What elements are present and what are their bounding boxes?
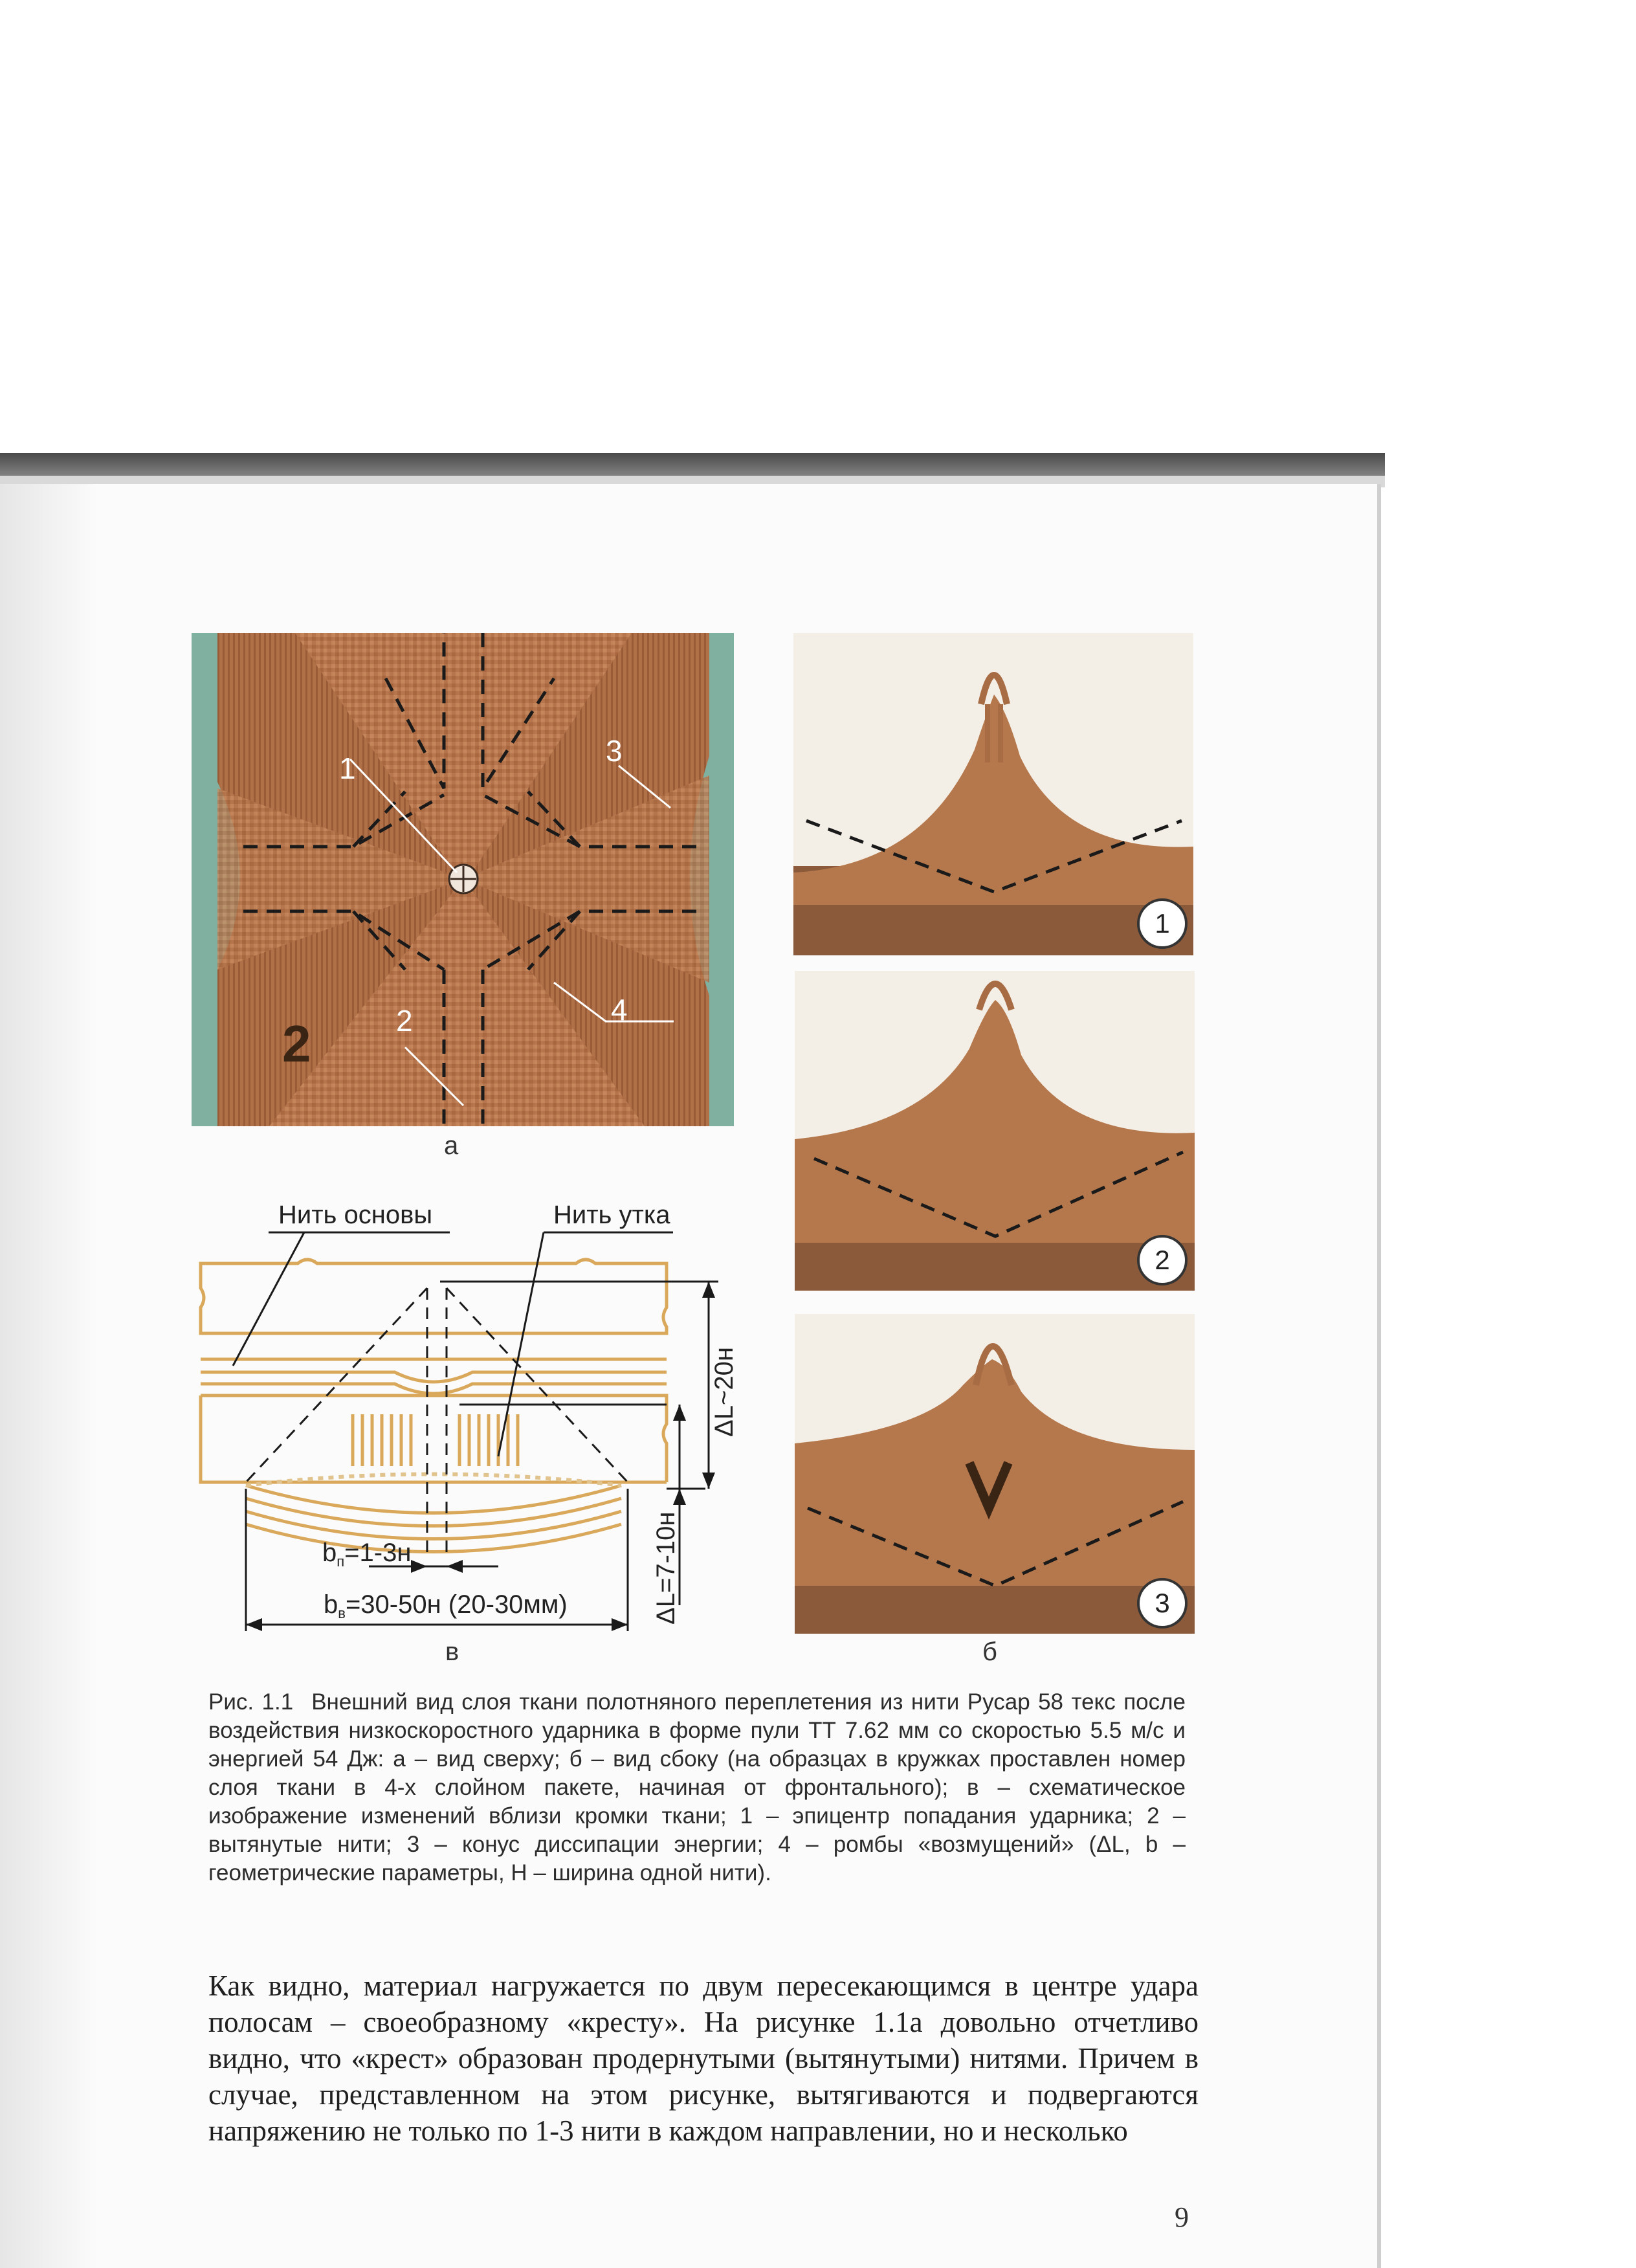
side-view-illustration-1 — [793, 633, 1193, 955]
photo-side-view-3 — [795, 1314, 1195, 1634]
callout-2: 2 — [396, 1004, 413, 1038]
dimension-bv — [324, 1590, 568, 1621]
weft-thread-label: Нить утка — [553, 1201, 670, 1229]
warp-thread-label: Нить основы — [278, 1201, 433, 1229]
dimension-bv-letter: b — [324, 1590, 338, 1619]
page-number: 9 — [1175, 2201, 1189, 2233]
dimension-bv-value: =30-50н (20-30мм) — [345, 1590, 568, 1619]
dimension-bv-subscript: в — [338, 1605, 346, 1621]
photo-side-view-2 — [795, 971, 1195, 1291]
page-gutter — [0, 484, 97, 2268]
panel-label-b: б — [982, 1638, 997, 1666]
dimension-dl-7-10n: ΔL=7-10н — [652, 1511, 680, 1625]
side-view-illustration-2 — [795, 971, 1195, 1291]
callout-1: 1 — [339, 751, 356, 785]
layer-number-badge-1: 1 — [1137, 898, 1188, 949]
photo-top-view — [192, 633, 734, 1126]
callout-4: 4 — [611, 993, 628, 1027]
photo-side-view-1 — [793, 633, 1193, 955]
dimension-bp-letter: b — [322, 1539, 337, 1567]
side-view-illustration-3 — [795, 1314, 1195, 1634]
schematic-illustration — [188, 1178, 751, 1638]
panel-label-a: а — [444, 1131, 459, 1160]
figure-caption — [208, 1688, 1186, 1887]
sample-mark: 2 — [282, 1015, 311, 1073]
dimension-bp-value: =1-3н — [344, 1539, 412, 1567]
dimension-bp-subscript: п — [337, 1553, 345, 1570]
layer-number-badge-2: 2 — [1137, 1235, 1188, 1285]
body-paragraph: Как видно, материал нагружается по двум пересекающимся в центре удара полосам – своеобразному «кресту». На рисунке 1.1а довольно отчетливо видно, что «крест» образован продернутыми (вытянутыми) нитями. Причем в случае, представленном на этом рисунке, вытягиваются и подвергаются напряжению не только по 1-3 нити в каждом направлении, но и несколько — [208, 1970, 1199, 2147]
caption-text: Внешний вид слоя ткани полотняного переплетения из нити Русар 58 текс после воздействия низкоскоростного ударника в форме пули ТТ 7.62 мм со скоростью 5.5 м/с и энергией 54 Дж: а – вид сверху; б – вид сбоку (на образцах в кружках проставлен номер слоя ткани в 4-х слойном пакете, начиная от фронтального); в – схематическое изображение изменений вблизи кромки ткани; 1 – эпицентр попадания ударника; 2 – вытянутые нити; 3 – конус диссипации энергии; 4 – ромбы «возмущений» (ΔL, b – геометрические параметры, Н – ширина одной нити). — [208, 1689, 1186, 1885]
callout-3: 3 — [606, 734, 623, 768]
dimension-dl-20n: ΔL~20н — [710, 1347, 738, 1437]
dimension-bp — [322, 1539, 411, 1570]
caption-number: Рис. 1.1 — [208, 1689, 294, 1715]
schematic-diagram — [188, 1178, 751, 1638]
layer-number-badge-3: 3 — [1137, 1578, 1188, 1629]
panel-label-v: в — [445, 1638, 459, 1666]
fabric-top-view-illustration — [192, 633, 734, 1126]
